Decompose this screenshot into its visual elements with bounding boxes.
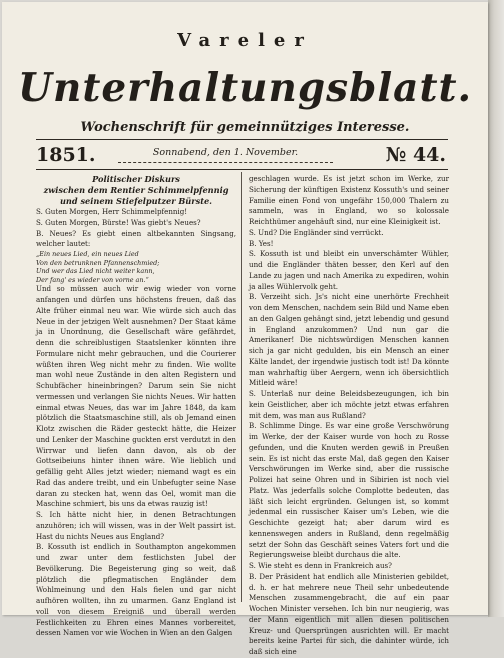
article-heading-1: Politischer Diskurs xyxy=(92,174,180,184)
paragraph: B. Neues? Es giebt einen altbekannten Singsang, welcher lautet: xyxy=(36,228,236,249)
issue-date: Sonnabend, den 1. November. xyxy=(118,144,333,163)
rule-top xyxy=(36,139,448,140)
paragraph: S. Ich hätte nicht hier, in denen Betrachtungen anzuhören; ich will wissen, was in der Welt passirt ist. Hast du nichts Neues aus England? xyxy=(36,510,236,541)
column-left xyxy=(36,174,236,639)
masthead-subtitle: Wochenschrift für gemeinnütziges Interesse. xyxy=(80,120,410,135)
paragraph: B. Schlimme Dinge. Es war eine große Verschwörung im Werke, der der Kaiser wurde von hoch zu Rosse gefunden, und die Knuten werden gewiß in Preußen sein. Es ist nicht das erste Mal, daß gegen den Kaiser Verschwörungen im Werke sind, aber die russische Polizei hat seine Ohren und in Sibirien ist noch viel Platz. Was jederfalls solche Complotte bedeuten, das läßt sich leicht ergründen. Gelungen ist, so kommt jedenmal ein russischer Kaiser um's Leben, wie die Geschichte gezeigt hat; aber darum wird es kennenswegen anders in Rußland, denn regelmäßig setzt der Sohn das Geschäft seines Vaters fort und die Regierungsweise bleibt durchaus die alte. xyxy=(249,421,449,560)
paragraph: S. Unterlaß nur deine Beleidsbezeugungen, ich bin kein Geistlicher, aber ich möchte jetzt etwas erfahren mit dem, was man aus Rußland? xyxy=(249,389,449,420)
masthead-title: Unterhaltungsblatt. xyxy=(17,65,473,111)
column-right xyxy=(249,174,449,658)
paragraph: S. Guten Morgen, Herr Schimmelpfennig! xyxy=(36,207,188,216)
rule-bottom xyxy=(36,169,448,170)
paragraph: B. Verzeiht sich. Js's nicht eine unerhörte Frechheit von dem Menschen, nachdem sein Bild und Name eben an den Galgen gehängt sind, jetzt lebendig und gesund in England anzukommen? Und nun gar die Amerikaner! Die nichtswürdigen Menschen kannen sich ja gar nicht gedulden, bis ein Mensch an einer Kälte landet, der irgendwie justisch todt ist! Da könnte man wahrhaftig über Aergern, wenn ich öbersichtlich Mitleid wäre! xyxy=(249,292,449,388)
paragraph: S. Guten Morgen, Bürste! Was giebt's Neues? xyxy=(36,217,201,227)
masthead-top: Vareler xyxy=(177,30,313,51)
paragraph: S. Und? Die Engländer sind verrückt. xyxy=(249,227,384,237)
paragraph: geschlagen wurde. Es ist jetzt schon im Werke, zur Sicherung der künftigen Existenz Kossuth's und seiner Familie einen Fond von ungefähr 150,000 Thalern zu sammeln, was in England, wo so kolossale Reichthümer angehäuft sind, nur eine Kleinigkeit ist. xyxy=(249,174,449,226)
dateline xyxy=(36,144,446,166)
verse-line: „Ein neues Lied, ein neues Lied xyxy=(36,250,139,258)
paragraph: Und so müssen auch wir ewig wieder von vorne anfangen und dürfen uns höchstens freuen, daß das Alte früher einmal neu war. Wie würde sich auch das Neue in der jetzigen Welt ausnehmen? Der Staat käme ja in Unordnung, die Gesellschaft wäre gefährdet, denn die schreiblustigen Staatslenker könnten ihre Formulare nicht mehr gebrauchen, und die Courierer wüßten ihren Weg nicht mehr zu finden. Wie wollte man wohl neue Zustände in den alten Registern und Schubfächer hineinbringen? Darum sein Sie nicht vermessen und verlangen Sie nichts Neues. Wir hatten einmal etwas Neues, das war im Jahre 1848, da kam plötzlich die Staatsmaschine still, als ob Jemand einen Klotz zwischen die Räder gesteckt hätte, die Heizer und Lenker der Maschine guckten erst verdutzt in den Wirrwar und liefen dann davon, als ob der Gottseibeiuns hinter ihnen wäre. Wie lieblich und gefällig geht Alles jetzt wieder; niemand wagt es ein Rad das andere treibt, und ein Unbefugter seine Nase daran zu stecken hat, wenn das Oel, womit man die Maschine schmiert, bis uns da etwas rauzig ist! xyxy=(36,284,236,509)
page-edge-shadow xyxy=(488,0,504,617)
article-heading-2: zwischen dem Rentier Schimmelpfennig xyxy=(43,185,229,195)
paragraph: B. Yes! xyxy=(249,238,274,248)
verse-line: Von den betrunknen Pfannenschmied; xyxy=(36,258,160,267)
paragraph: B. Kossuth ist endlich in Southampton angekommen und zwar unter dem festlichsten Jubel der Bevölkerung. Die Begeisterung ging so weit, daß plötzlich die pflegmatischen Engländer dem Wohlmeinung und den Hals fielen und gar nicht aufhören wollten, ihn zu umarmen. Ganz England ist voll von diesem Ereigniß und überall werden Festlichkeiten zu Ehren eines Mannes vorbereitet, dessen Namen vor wie Wochen in Wien an den Galgen xyxy=(36,542,236,638)
newspaper-page xyxy=(2,2,488,656)
column-divider xyxy=(241,172,242,602)
year: 1851. xyxy=(36,144,96,166)
verse-line: Der fang' es wieder von vorne an.“ xyxy=(36,275,149,284)
issue-number: № 44. xyxy=(385,144,446,166)
paragraph: S. Kossuth ist und bleibt ein unverschämter Wühler, und die Engländer thäten besser, den Kerl auf den Lande zu jagen und nach Amerika zu expediren, wohin ja alles Wühlervolk geht. xyxy=(249,249,449,291)
paragraph: S. Wie steht es denn in Frankreich aus? xyxy=(249,561,392,570)
paragraph: B. Der Präsident hat endlich alle Ministerien gebildet, d. h. er hat mehrere neue Theil sehr unbedeutende Menschen zusammengebracht, die auf ein paar Wochen Minister versehen. Ich bin nur neugierig, was der Mann eigentlich mit allen diesen politischen Kreuz- und Quersprüngen ausrichten will. Er macht bereits keine Partei für sich, die dahinter würde, ich daß sich eine xyxy=(249,571,449,656)
verse-line: Und wer das Lied nicht weiter kann, xyxy=(36,267,155,276)
article-heading-3: und seinem Stiefelputzer Bürste. xyxy=(59,196,213,206)
